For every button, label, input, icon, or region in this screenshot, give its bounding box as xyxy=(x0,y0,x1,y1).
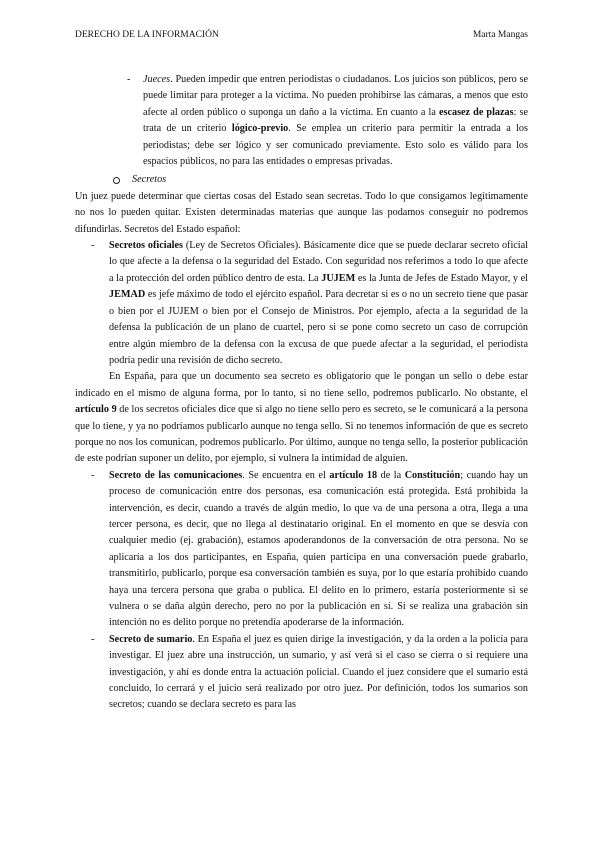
jueces-label: Jueces xyxy=(143,74,171,85)
espana-paragraph: En España, para que un documento sea secreto es obligatorio que le pongan un sello o debe estar indicado en el mismo de alguna forma, por lo tanto, si no tiene sello, podremos publicarlo. No obstante, el artículo 9 de los secretos oficiales dice que si algo no tiene sello pero es secreto, se le comunicará a la persona que lo tiene, y ya no podríamos publicarlo aunque no tenga sello. Si no tenemos información de que es secreto porque no nos los comunican, podremos publicarlo. Por último, aunque no tenga sello, la posterior publicación de este podrían suponer un delito, por ejemplo, si vulnera la intimidad de alguien. xyxy=(75,371,529,465)
term-logico-previo: lógico-previo xyxy=(231,123,289,135)
term-jemad: JEMAD xyxy=(109,289,146,301)
term-constitucion: Constitución xyxy=(404,469,461,481)
term-articulo-9: artículo 9 xyxy=(75,404,117,416)
circle-bullet-icon xyxy=(113,177,120,184)
secretos-oficiales-item: - Secretos oficiales (Ley de Secretos Oficiales). Básicamente dice que se puede declarar secreto oficial lo que afecte a la defensa o la seguridad del Estado. Con seguridad nos referimos a todo lo que afecte a la protección del orden público dentro de esta. La JUJEM es la Junta de Jefes de Estado Mayor, y el JEMAD es jefe máximo de todo el ejército español. Para decretar si es o no un secreto tiene que pasar o bien por el JUJEM o bien por el Consejo de Ministros. Por ejemplo, afecta a la seguridad de la defensa la publicación de un plano de cuartel, pero si se pone como secreto un caso de corrupción entre algún miembro de la defensa con la excusa de que puede afectar a la seguridad, el periodista podría pedir una revisión de dicho secreto. xyxy=(91,240,528,366)
header-author: Marta Mangas xyxy=(472,30,528,40)
dash-bullet: - xyxy=(91,469,95,481)
dash-bullet: - xyxy=(91,240,95,252)
term-escasez: escasez de plazas xyxy=(438,106,514,118)
secreto-sumario-item: - Secreto de sumario. En España el juez es quien dirige la investigación, y da la orden a la policía para investigar. El juez abre una instrucción, un sumario, y así verá si el caso se cierra o si requiere una investigación, y ahí es donde entra la actuación policial. Cuando el juez considere que el sumario está concluido, lo cerrará y el juicio será realizado por otro juez. Por definición, todos los sumarios son secretos; cuando se declara secreto es para las xyxy=(91,633,528,711)
secreto-comunicaciones-item: - Secreto de las comunicaciones. Se encuentra en el artículo 18 de la Constitución; cuando hay un proceso de comunicación entre dos personas, esa comunicación está protegida. Está prohibida la intervención, es decir, cuando a través de algún medio, lo que va de una persona a otra, llega a una tercer persona, es decir, que no llega al destinatario original. En el momento en que se desvía con cualquier medio (ej. grabación), estamos apoderandonos de la conversación de otra persona. No se aplicaría a los dos participantes, en España, quien participa en una conversación puede grabarlo, transmitirlo, publicarlo, porque esa conversación también es suya, por lo que estaría prohibido cuando haya una tercera persona que graba o publica. El delito en lo primero, estaría posteriormente si se vulnera o se daña algún derecho, pero no por la publicación en sí. Si se realiza una grabación sin intención no es delito porque no pretendía apoderarse de la información. xyxy=(91,469,529,629)
dash-bullet: - xyxy=(91,633,95,645)
secretos-heading: Secretos xyxy=(113,172,528,188)
term-articulo-18: artículo 18 xyxy=(329,469,378,481)
jueces-paragraph: - Jueces. Pueden impedir que entren periodistas o ciudadanos. Los juicios son públicos, pero se puede limitar para proteger a la víctima. No pueden prohibirse las cámaras, a menos que esto afecte al orden público o suponga un daño a la víctima. En cuanto a la escasez de plazas: se trata de un criterio lógico-previo. Se emplea un criterio para permitir la entrada a los periodistas; debe ser lógico y ser comunicado previamente. Esto solo es válido para los espacios públicos, no para las entidades o empresas privadas. xyxy=(127,74,529,168)
term-jujem: JUJEM xyxy=(321,272,356,284)
page-header xyxy=(75,30,528,40)
dash-bullet: - xyxy=(127,74,131,85)
header-course-title: DERECHO DE LA INFORMACIÓN xyxy=(75,30,219,40)
secretos-intro: Un juez puede determinar que ciertas cosas del Estado sean secretas. Todo lo que consigamos legítimamente no nos lo pueden quitar. Existen determinadas materias que aunque las podamos conseguir no podremos difundirlas. Secretos del Estado español: xyxy=(75,190,528,235)
document-body xyxy=(75,72,528,714)
